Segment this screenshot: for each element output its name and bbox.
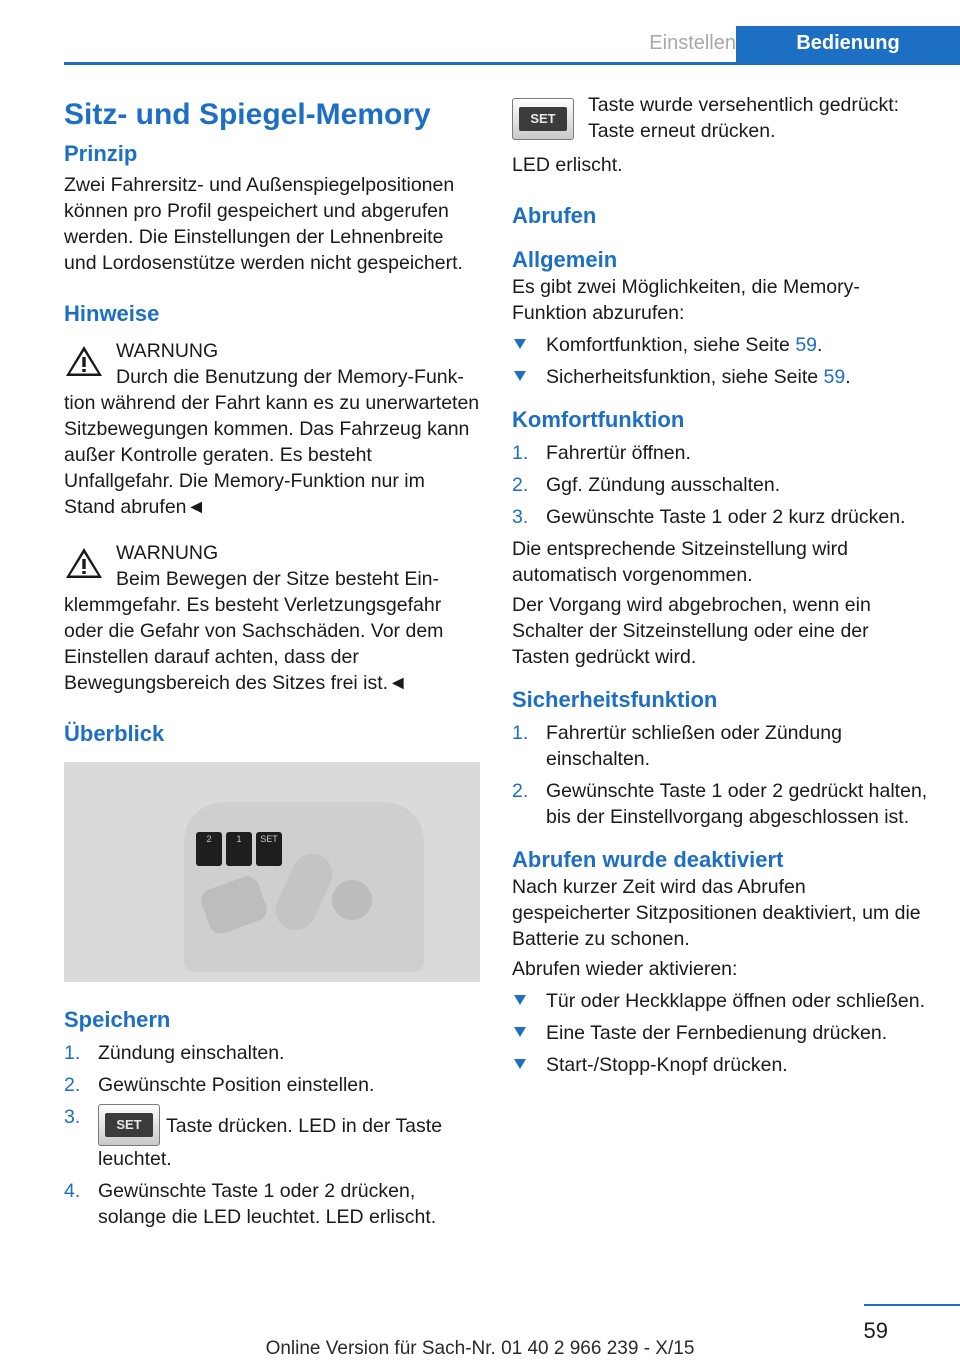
bullet-text: Tür oder Heckklappe öffnen oder schließen. bbox=[546, 990, 926, 1012]
warning-title: WARNUNG bbox=[116, 542, 219, 564]
step-number: 2. bbox=[512, 780, 529, 802]
step-number: 1. bbox=[64, 1042, 81, 1064]
set-note bbox=[512, 92, 928, 148]
allgemein-text: Es gibt zwei Möglichkeiten, die Memory-Funktion abzurufen: bbox=[512, 276, 860, 324]
warning-block-2 bbox=[64, 540, 480, 696]
step-text: Gewünschte Taste 1 oder 2 drücken, solange die LED leuchtet. LED erlischt. bbox=[98, 1180, 437, 1228]
page-link[interactable]: 59 bbox=[795, 334, 818, 356]
list-item bbox=[64, 1072, 480, 1098]
heading-abrufen: Abrufen bbox=[512, 203, 597, 228]
komfort-text-2: Der Vorgang wird abgebrochen, wenn ein Schalter der Sitzeinstellung oder eine der Tasten gedrückt wird. bbox=[512, 594, 871, 668]
tab-bedienung[interactable]: Bedienung bbox=[736, 26, 960, 62]
header-tabs bbox=[64, 26, 960, 65]
warning-icon bbox=[64, 546, 104, 580]
deakt-text-2: Abrufen wieder aktivieren: bbox=[512, 958, 738, 980]
list-item bbox=[512, 1020, 928, 1046]
komfort-steps bbox=[512, 440, 928, 530]
seat-controls-photo bbox=[64, 762, 480, 982]
list-item bbox=[512, 472, 928, 498]
step-number: 3. bbox=[512, 506, 529, 528]
heading-hinweise: Hinweise bbox=[64, 301, 160, 326]
right-column bbox=[512, 92, 928, 1084]
bullet-end: . bbox=[817, 334, 823, 356]
set-button-icon: SET bbox=[98, 1104, 160, 1146]
step-number: 1. bbox=[512, 442, 529, 464]
heading-deaktiviert: Abrufen wurde deaktiviert bbox=[512, 847, 784, 872]
list-item bbox=[512, 364, 928, 390]
warning-block-1 bbox=[64, 338, 480, 520]
footer-text: Online Version für Sach-Nr. 01 40 2 966 239 - X/15 bbox=[265, 1338, 695, 1359]
list-item bbox=[512, 332, 928, 358]
step-number: 1. bbox=[512, 722, 529, 744]
step-text: Ggf. Zündung ausschalten. bbox=[546, 474, 781, 496]
step-text: Zündung einschalten. bbox=[98, 1042, 285, 1064]
memory-button-set: SET bbox=[256, 832, 282, 866]
footer-divider bbox=[864, 1304, 960, 1306]
page-title: Sitz- und Spiegel-Memory bbox=[64, 98, 431, 131]
warning-text: tion während der Fahrt kann es zu unerwarteten Sitzbewegungen kommen. Das Fahrzeug kann außer Kontrolle geraten. Es besteht Unfallgefahr. Die Memory-Funktion nur im Stand abrufen◄ bbox=[64, 392, 480, 518]
speichern-steps bbox=[64, 1040, 480, 1230]
list-item bbox=[64, 1178, 480, 1230]
list-item bbox=[512, 1052, 928, 1078]
page-link[interactable]: 59 bbox=[823, 366, 846, 388]
bullet-text: Komfortfunktion, siehe Seite bbox=[546, 334, 796, 356]
step-text: Fahrertür schließen oder Zündung einschalten. bbox=[546, 722, 842, 770]
step-number: 2. bbox=[512, 474, 529, 496]
memory-button-2: 2 bbox=[196, 832, 222, 866]
list-item bbox=[512, 440, 928, 466]
list-item bbox=[512, 778, 928, 830]
reactivate-bullets bbox=[512, 988, 928, 1078]
set-note-text-2: Taste erneut drücken. bbox=[588, 120, 776, 142]
sicher-steps bbox=[512, 720, 928, 830]
step-text: Gewünschte Taste 1 oder 2 gedrückt halten, bis der Einstellvorgang abgeschlossen ist. bbox=[546, 780, 928, 828]
bullet-triangle-icon bbox=[514, 995, 526, 1005]
step-number: 4. bbox=[64, 1180, 81, 1202]
tab-einstellen[interactable]: Einstellen bbox=[649, 32, 736, 54]
komfort-text-1: Die entsprechende Sitzeinstellung wird automatisch vorgenommen. bbox=[512, 538, 849, 586]
memory-button-1: 1 bbox=[226, 832, 252, 866]
warning-text-first: Beim Bewegen der Sitze besteht Ein- bbox=[116, 568, 440, 590]
step-text: Fahrertür öffnen. bbox=[546, 442, 691, 464]
list-item bbox=[512, 720, 928, 772]
bullet-triangle-icon bbox=[514, 1027, 526, 1037]
list-item bbox=[64, 1104, 480, 1172]
set-note-text-1: Taste wurde versehentlich gedrückt: bbox=[588, 94, 900, 116]
led-text: LED erlischt. bbox=[512, 154, 623, 176]
page-number: 59 bbox=[863, 1318, 888, 1343]
bullet-text: Sicherheitsfunktion, siehe Seite bbox=[546, 366, 824, 388]
left-column bbox=[64, 92, 480, 1236]
warning-title: WARNUNG bbox=[116, 340, 219, 362]
deakt-text-1: Nach kurzer Zeit wird das Abrufen gespeicherter Sitzpositionen deaktiviert, um die Batterie zu schonen. bbox=[512, 876, 921, 950]
list-item bbox=[512, 504, 928, 530]
step-text: Gewünschte Taste 1 oder 2 kurz drücken. bbox=[546, 506, 906, 528]
list-item bbox=[64, 1040, 480, 1066]
bullet-triangle-icon bbox=[514, 371, 526, 381]
step-text: Gewünschte Position einstellen. bbox=[98, 1074, 375, 1096]
step-number: 3. bbox=[64, 1106, 81, 1128]
bullet-text: Eine Taste der Fernbedienung drücken. bbox=[546, 1022, 888, 1044]
heading-allgemein: Allgemein bbox=[512, 247, 618, 272]
list-item bbox=[512, 988, 928, 1014]
warning-text: klemmgefahr. Es besteht Verletzungsgefahr oder die Gefahr von Sachschäden. Vor dem Einstellen darauf achten, dass der Bewegungsbereich des Sitzes frei ist.◄ bbox=[64, 594, 444, 694]
heading-speichern: Speichern bbox=[64, 1007, 171, 1032]
heading-komfortfunktion: Komfortfunktion bbox=[512, 407, 685, 432]
prinzip-text: Zwei Fahrersitz- und Außenspiegelpositionen können pro Profil gespeichert und abgerufen werden. Die Einstellungen der Lehnenbreite und Lordosenstütze werden nicht gespeichert. bbox=[64, 174, 463, 274]
bullet-end: . bbox=[845, 366, 851, 388]
heading-prinzip: Prinzip bbox=[64, 141, 138, 166]
allgemein-bullets bbox=[512, 332, 928, 390]
warning-icon bbox=[64, 344, 104, 378]
bullet-triangle-icon bbox=[514, 1059, 526, 1069]
bullet-triangle-icon bbox=[514, 339, 526, 349]
set-button-icon: SET bbox=[512, 98, 574, 140]
step-number: 2. bbox=[64, 1074, 81, 1096]
lumbar-knob bbox=[332, 880, 372, 920]
heading-sicherheitsfunktion: Sicherheitsfunktion bbox=[512, 687, 718, 712]
step-text: Taste drücken. LED in der Taste leuchtet. bbox=[98, 1115, 443, 1170]
warning-text-first: Durch die Benutzung der Memory-Funk- bbox=[116, 366, 464, 388]
heading-ueberblick: Überblick bbox=[64, 721, 165, 746]
bullet-text: Start-/Stopp-Knopf drücken. bbox=[546, 1054, 788, 1076]
